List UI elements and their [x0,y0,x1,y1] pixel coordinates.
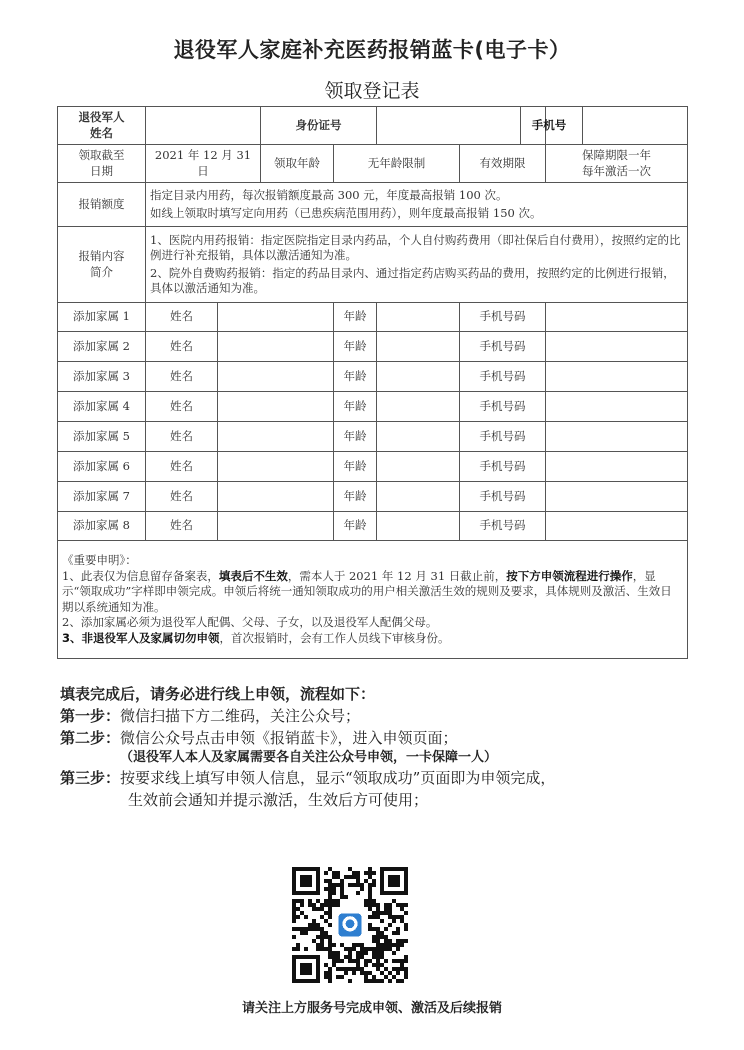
member-label: 添加家属 8 [58,512,146,541]
quota-text [146,183,688,227]
phone-label: 手机号 [516,107,583,144]
step-2 [60,728,700,750]
member-name-field[interactable] [218,512,334,541]
veteran-name-field[interactable] [146,107,261,145]
step-heading: 第二步： [60,728,121,747]
content-row [58,227,688,303]
step-1 [60,706,700,728]
member-row [58,422,688,452]
member-phone-label: 手机号码 [460,512,546,541]
member-phone-label: 手机号码 [460,392,546,422]
member-name-field[interactable] [218,392,334,422]
member-phone-field[interactable] [546,422,688,452]
note-2: 2、添加家属必须为退役军人配偶、父母、子女，以及退役军人配偶父母。 [62,615,438,630]
step-3 [60,768,700,790]
member-age-field[interactable] [377,392,460,422]
note-text: ，首次报销时，会有工作人员线下审核身份。 [219,630,450,645]
notes-row [58,541,688,659]
member-label: 添加家属 2 [58,332,146,362]
deadline-label: 领取截至 日期 [58,145,146,183]
application-steps [60,684,700,812]
page-subtitle: 领取登记表 [324,80,420,102]
content-text [146,227,688,303]
veteran-info-row [58,107,688,145]
member-phone-field[interactable] [546,303,688,332]
validity-label: 有效期限 [460,145,546,183]
member-name-field[interactable] [218,362,334,392]
member-row [58,482,688,512]
member-row [58,512,688,541]
age-label: 领取年龄 [261,145,334,183]
member-age-label: 年龄 [334,392,377,422]
id-number-label: 身份证号 [261,107,377,145]
member-label: 添加家属 5 [58,422,146,452]
member-name-label: 姓名 [146,512,218,541]
member-phone-field[interactable] [546,332,688,362]
important-notes [58,541,688,659]
qr-code-graphic [292,867,408,983]
member-age-field[interactable] [377,362,460,392]
member-age-field[interactable] [377,422,460,452]
member-age-field[interactable] [377,303,460,332]
member-age-label: 年龄 [334,362,377,392]
member-name-field[interactable] [218,452,334,482]
member-phone-field[interactable] [546,482,688,512]
veteran-name-label: 退役军人 姓名 [58,107,146,145]
deadline-value: 2021 年 12 月 31 日 [146,145,261,183]
note-text: ，显示“领取成功”字样即申领完成。申领后将统一通知领取成功的用户相关激活生效的规则及要求，具体规则及激活、生效日期以系统通知为准。 [62,568,672,614]
member-row [58,362,688,392]
member-name-label: 姓名 [146,392,218,422]
member-label: 添加家属 3 [58,362,146,392]
step-text: 按要求线上填写申领人信息，显示“领取成功”页面即为申领完成， [120,769,556,788]
member-phone-label: 手机号码 [460,422,546,452]
note-emphasis: 按下方申领流程进行操作 [506,568,633,583]
member-label: 添加家属 6 [58,452,146,482]
id-number-field[interactable] [377,107,521,145]
quota-label: 报销额度 [58,183,146,227]
member-phone-field[interactable] [546,512,688,541]
member-row [58,392,688,422]
member-row [58,303,688,332]
member-name-label: 姓名 [146,422,218,452]
quota-row [58,183,688,227]
step-2-note: （退役军人本人及家属需要各自关注公众号申领，一卡保障一人） [120,750,498,766]
member-age-field[interactable] [377,512,460,541]
deadline-row [58,145,688,183]
notes-heading: 《重要申明》： [62,552,137,567]
member-name-label: 姓名 [146,332,218,362]
phone-field[interactable] [583,107,687,144]
member-age-label: 年龄 [334,332,377,362]
quota-line: 如线上领取时填写定向用药（已患疾病范围用药），则年度最高报销 150 次。 [150,205,542,220]
note-1 [62,569,683,616]
note-text: ，需本人于 2021 年 12 月 31 日截止前， [287,568,507,583]
step-heading: 第一步： [60,706,121,725]
content-line: 1、医院内用药报销：指定医院指定目录内药品，个人自付购药费用（即社保后自付费用），按照约定的比例进行补充报销，具体以激活通知为准。 [150,232,681,263]
phone-cell [531,107,688,145]
member-name-label: 姓名 [146,452,218,482]
member-phone-field[interactable] [546,392,688,422]
member-phone-label: 手机号码 [460,482,546,512]
steps-intro: 填表完成后，请务必进行线上申领，流程如下： [60,685,376,703]
member-age-label: 年龄 [334,422,377,452]
validity-value: 保障期限一年 每年激活一次 [546,145,688,183]
member-age-field[interactable] [377,482,460,512]
member-row [58,332,688,362]
step-heading: 第三步： [60,769,121,788]
registration-form-table [57,106,688,659]
step-3-continued: 生效前会通知并提示激活，生效后方可使用； [128,790,429,809]
qr-caption: 请关注上方服务号完成申领、激活及后续报销 [241,1001,502,1016]
member-name-field[interactable] [218,482,334,512]
member-phone-label: 手机号码 [460,303,546,332]
member-age-label: 年龄 [334,452,377,482]
note-emphasis: 3、非退役军人及家属切勿申领 [62,630,220,645]
member-phone-label: 手机号码 [460,362,546,392]
step-text: 微信扫描下方二维码，关注公众号； [120,706,361,725]
member-age-label: 年龄 [334,482,377,512]
member-phone-label: 手机号码 [460,452,546,482]
member-label: 添加家属 1 [58,303,146,332]
page-title: 退役军人家庭补充医药报销蓝卡(电子卡） [173,38,571,62]
member-name-field[interactable] [218,303,334,332]
member-phone-field[interactable] [546,362,688,392]
member-name-label: 姓名 [146,482,218,512]
note-text: 1、此表仅为信息留存备案表， [62,568,219,583]
member-phone-field[interactable] [546,452,688,482]
member-age-field[interactable] [377,332,460,362]
quota-line: 指定目录内用药，每次报销额度最高 300 元，年度最高报销 100 次。 [150,188,508,202]
member-phone-label: 手机号码 [460,332,546,362]
content-line: 2、院外自费购药报销：指定的药品目录内、通过指定药店购买药品的费用，按照约定的比例进行报销，具体以激活通知为准。 [150,265,675,296]
content-label: 报销内容 简介 [58,227,146,303]
age-value: 无年龄限制 [334,145,460,183]
note-3 [62,631,683,647]
member-name-field[interactable] [218,332,334,362]
member-name-label: 姓名 [146,303,218,332]
member-age-field[interactable] [377,452,460,482]
member-name-field[interactable] [218,422,334,452]
member-label: 添加家属 4 [58,392,146,422]
qr-code-icon[interactable] [292,867,408,983]
step-text: 微信公众号点击申领《报销蓝卡》，进入申领页面； [120,728,458,747]
member-name-label: 姓名 [146,362,218,392]
member-age-label: 年龄 [334,512,377,541]
member-row [58,452,688,482]
note-emphasis: 填表后不生效 [218,568,288,583]
member-age-label: 年龄 [334,303,377,332]
member-label: 添加家属 7 [58,482,146,512]
